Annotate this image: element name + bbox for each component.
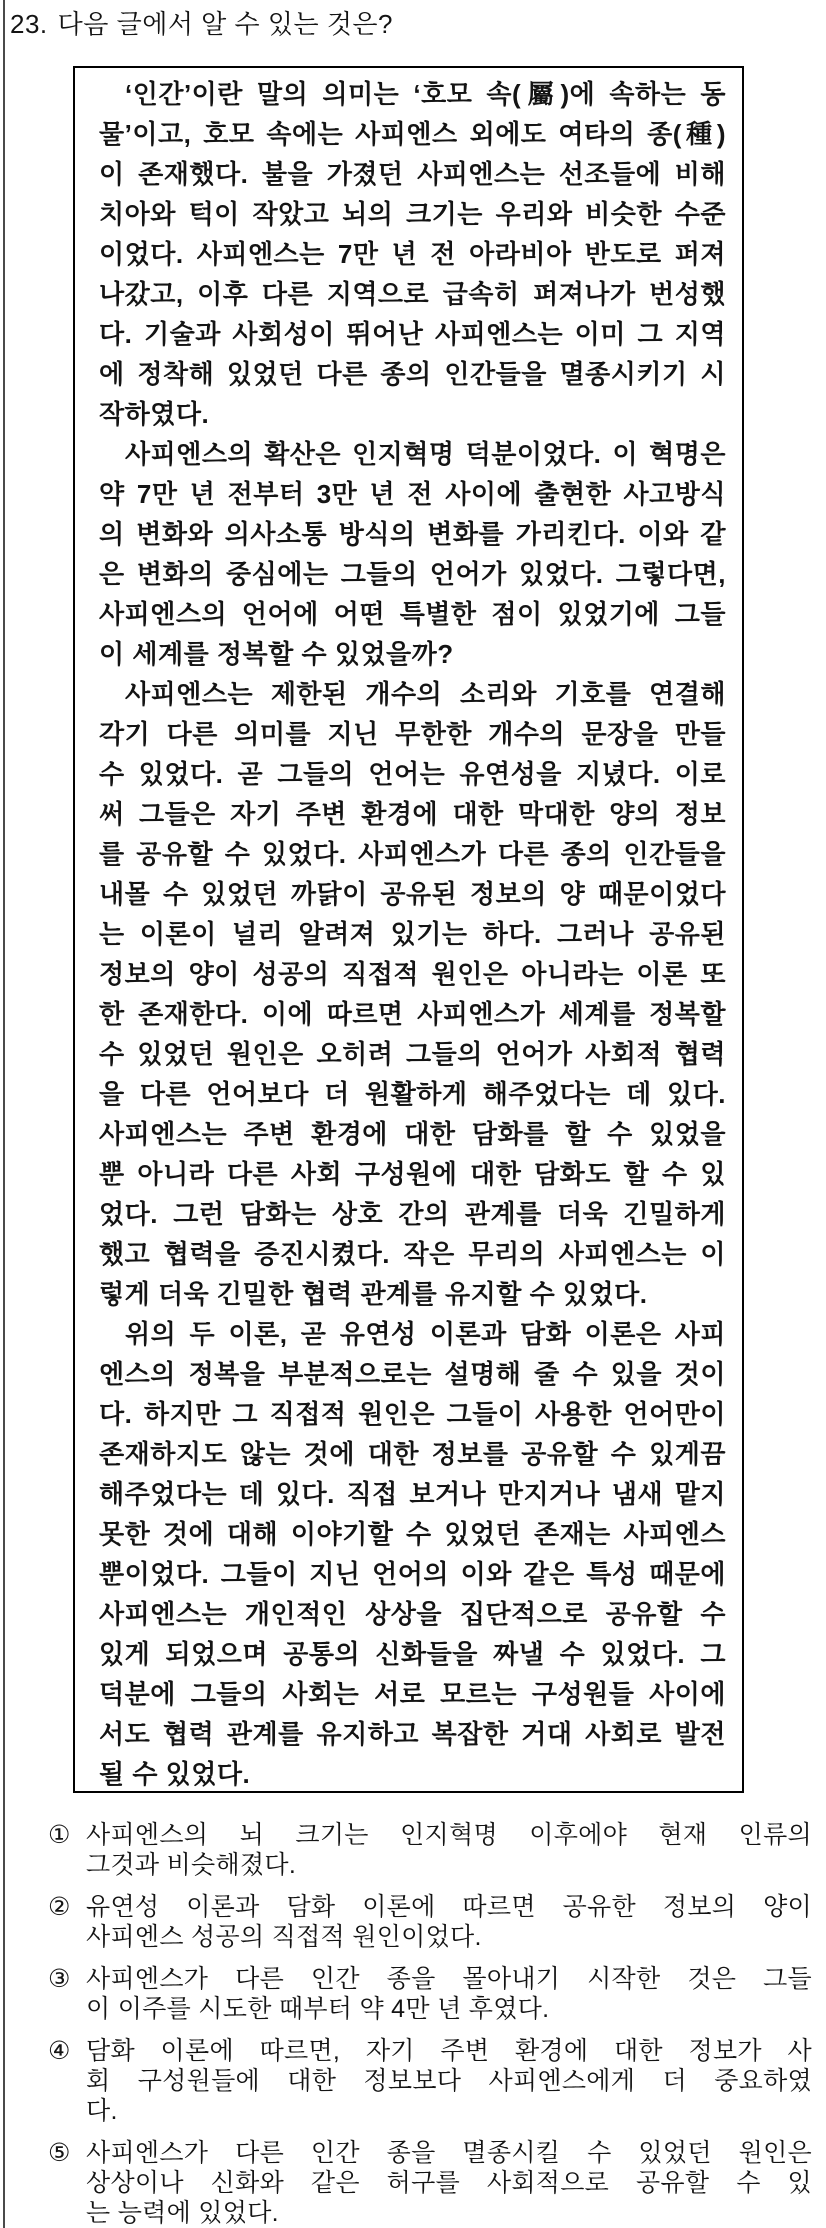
passage-line: 뿐 아니라 다른 사회 구성원에 대한 담화도 할 수 있	[99, 1159, 726, 1189]
passage-line: 써 그들은 자기 주변 환경에 대한 막대한 양의 정보	[99, 799, 726, 829]
passage-line: 을 다른 언어보다 더 원활하게 해주었다는 데 있다.	[99, 1079, 726, 1109]
option-line: 담화 이론에 따르면, 자기 주변 환경에 대한 정보가 사	[86, 2037, 812, 2065]
question-number: 23.	[10, 9, 48, 39]
passage-line: 각기 다른 의미를 지닌 무한한 개수의 문장을 만들	[99, 719, 726, 749]
question-header	[10, 8, 800, 40]
passage-line: 해주었다는 데 있다. 직접 보거나 만지거나 냄새 맡지	[99, 1479, 726, 1509]
passage-line: 에 정착해 있었던 다른 종의 인간들을 멸종시키기 시	[99, 359, 726, 389]
passage-box	[73, 66, 744, 1793]
passage-line: 있게 되었으며 공통의 신화들을 짜낼 수 있었다. 그	[99, 1639, 726, 1669]
option-line: 상상이나 신화와 같은 허구를 사회적으로 공유할 수 있	[86, 2169, 812, 2197]
passage-line: 나갔고, 이후 다른 지역으로 급속히 퍼져나가 번성했	[99, 279, 726, 309]
option-text	[86, 1964, 812, 2024]
option-text	[86, 2138, 812, 2228]
passage-line: 사피엔스는 주변 환경에 대한 담화를 할 수 있었을	[99, 1119, 726, 1149]
option-line: 그것과 비슷해졌다.	[86, 1851, 297, 1879]
option-line: 회 구성원들에 대한 정보보다 사피엔스에게 더 중요하였	[86, 2067, 812, 2095]
passage-line: 정보의 양이 성공의 직접적 원인은 아니라는 이론 또	[99, 959, 726, 989]
passage-line: 뿐이었다. 그들이 지닌 언어의 이와 같은 특성 때문에	[99, 1559, 726, 1589]
passage-line: 사피엔스의 확산은 인지혁명 덕분이었다. 이 혁명은	[125, 439, 726, 469]
option-number-icon: ②	[48, 1893, 71, 1921]
passage-line: 물’이고, 호모 속에는 사피엔스 외에도 여타의 종(種)	[99, 119, 726, 149]
answer-option[interactable]	[48, 1964, 812, 2024]
option-number-icon: ③	[48, 1965, 71, 1993]
column-divider-line	[3, 0, 5, 2228]
option-number-icon: ①	[48, 1821, 71, 1849]
option-line: 사피엔스가 다른 인간 종을 몰아내기 시작한 것은 그들	[86, 1965, 812, 1993]
passage-line: 은 변화의 중심에는 그들의 언어가 있었다. 그렇다면,	[99, 559, 726, 589]
passage-line: 한 존재한다. 이에 따르면 사피엔스가 세계를 정복할	[99, 999, 726, 1029]
answer-options	[48, 1820, 812, 2228]
passage-line: 수 있었던 원인은 오히려 그들의 언어가 사회적 협력	[99, 1039, 726, 1069]
passage-line: 존재하지도 않는 것에 대한 정보를 공유할 수 있게끔	[99, 1439, 726, 1469]
passage-line: 될 수 있었다.	[99, 1759, 251, 1789]
option-line: 사피엔스의 뇌 크기는 인지혁명 이후에야 현재 인류의	[86, 1821, 812, 1849]
passage-line: 었다. 그런 담화는 상호 간의 관계를 더욱 긴밀하게	[99, 1199, 726, 1229]
option-text	[86, 1892, 812, 1952]
passage-line: 위의 두 이론, 곧 유연성 이론과 담화 이론은 사피	[125, 1319, 726, 1349]
passage-line: 했고 협력을 증진시켰다. 작은 무리의 사피엔스는 이	[99, 1239, 726, 1269]
answer-option[interactable]	[48, 1820, 812, 1880]
answer-option[interactable]	[48, 2036, 812, 2126]
option-text	[86, 2036, 812, 2126]
passage-line: 엔스의 정복을 부분적으로는 설명해 줄 수 있을 것이	[99, 1359, 726, 1389]
passage-line: 다. 하지만 그 직접적 원인은 그들이 사용한 언어만이	[99, 1399, 726, 1429]
passage-line: 사피엔스의 언어에 어떤 특별한 점이 있었기에 그들	[99, 599, 726, 629]
passage-line: ‘인간’이란 말의 의미는 ‘호모 속(屬)에 속하는 동	[125, 79, 726, 109]
passage-line: 는 이론이 널리 알려져 있기는 하다. 그러나 공유된	[99, 919, 726, 949]
passage-line: 다. 기술과 사회성이 뛰어난 사피엔스는 이미 그 지역	[99, 319, 726, 349]
passage-line: 못한 것에 대해 이야기할 수 있었던 존재는 사피엔스	[99, 1519, 726, 1549]
passage-line: 렇게 더욱 긴밀한 협력 관계를 유지할 수 있었다.	[99, 1279, 648, 1309]
option-line: 사피엔스가 다른 인간 종을 멸종시킬 수 있었던 원인은	[86, 2139, 812, 2167]
answer-option[interactable]	[48, 2138, 812, 2228]
passage-line: 의 변화와 의사소통 방식의 변화를 가리킨다. 이와 같	[99, 519, 726, 549]
passage-line: 작하였다.	[99, 399, 210, 429]
passage-line: 이었다. 사피엔스는 7만 년 전 아라비아 반도로 퍼져	[99, 239, 726, 269]
question-text: 다음 글에서 알 수 있는 것은?	[57, 9, 394, 39]
option-number-icon: ⑤	[48, 2139, 71, 2167]
option-line: 사피엔스 성공의 직접적 원인이었다.	[86, 1923, 482, 1951]
passage-line: 수 있었다. 곧 그들의 언어는 유연성을 지녔다. 이로	[99, 759, 726, 789]
option-line: 는 능력에 있었다.	[86, 2199, 279, 2227]
option-number-icon: ④	[48, 2037, 71, 2065]
answer-option[interactable]	[48, 1892, 812, 1952]
passage-line: 이 존재했다. 불을 가졌던 사피엔스는 선조들에 비해	[99, 159, 726, 189]
passage-line: 덕분에 그들의 사회는 서로 모르는 구성원들 사이에	[99, 1679, 726, 1709]
option-line: 다.	[86, 2097, 118, 2125]
passage-line: 를 공유할 수 있었다. 사피엔스가 다른 종의 인간들을	[99, 839, 726, 869]
option-line: 유연성 이론과 담화 이론에 따르면 공유한 정보의 양이	[86, 1893, 812, 1921]
passage-line: 서도 협력 관계를 유지하고 복잡한 거대 사회로 발전	[99, 1719, 726, 1749]
passage-line: 사피엔스는 제한된 개수의 소리와 기호를 연결해	[125, 679, 726, 709]
passage-line: 치아와 턱이 작았고 뇌의 크기는 우리와 비슷한 수준	[99, 199, 726, 229]
passage-line: 사피엔스는 개인적인 상상을 집단적으로 공유할 수	[99, 1599, 726, 1629]
option-line: 이 이주를 시도한 때부터 약 4만 년 후였다.	[86, 1995, 550, 2023]
passage-line: 이 세계를 정복할 수 있었을까?	[99, 639, 454, 669]
option-text	[86, 1820, 812, 1880]
passage-line: 내몰 수 있었던 까닭이 공유된 정보의 양 때문이었다	[99, 879, 726, 909]
passage-line: 약 7만 년 전부터 3만 년 전 사이에 출현한 사고방식	[99, 479, 726, 509]
